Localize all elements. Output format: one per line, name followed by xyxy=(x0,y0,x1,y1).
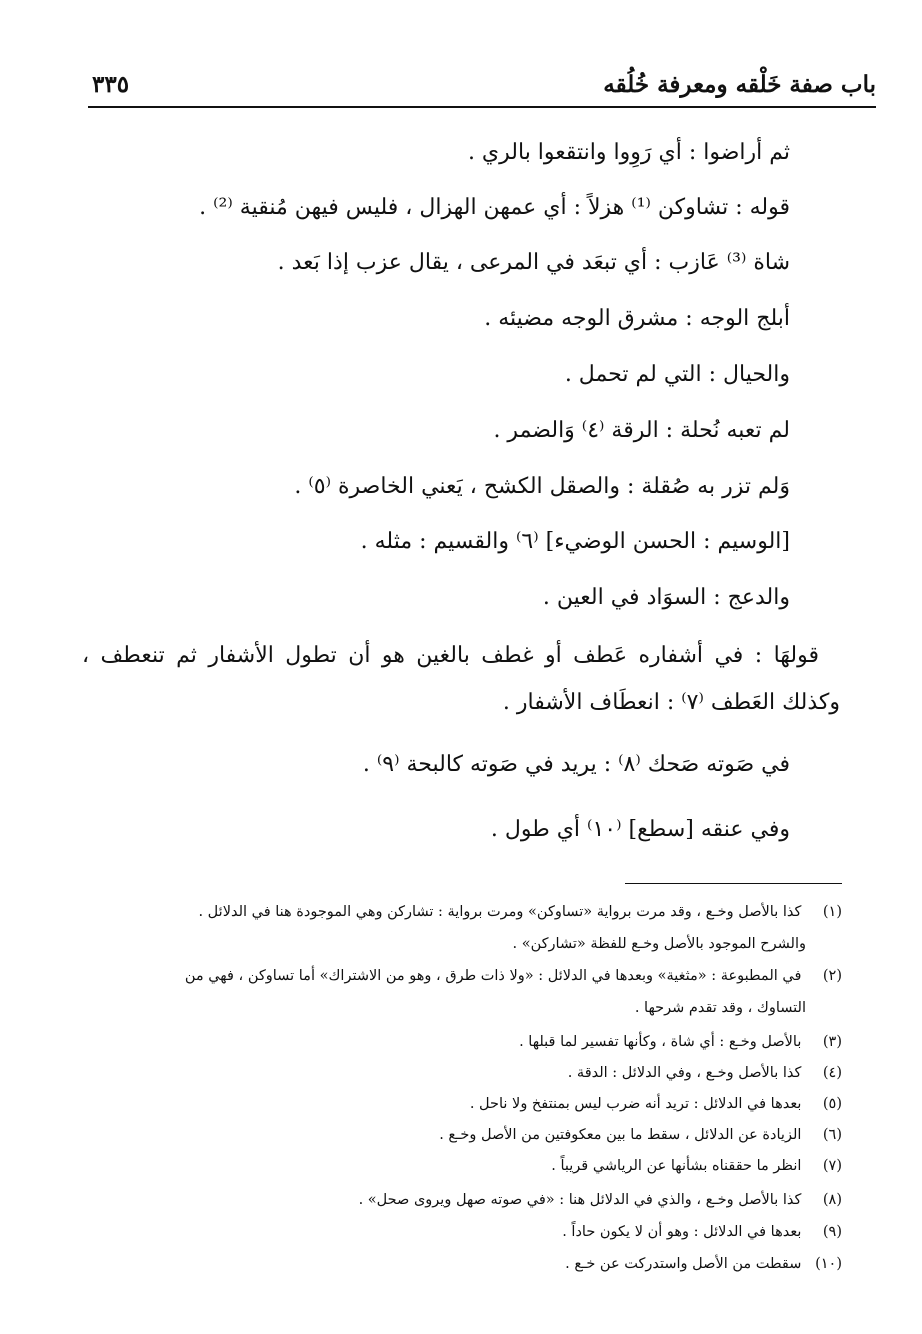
page-header xyxy=(92,62,876,106)
footnote-number: (٤) xyxy=(822,1065,842,1081)
footnote-separator xyxy=(625,883,842,884)
body-line: في صَوته صَحك ⁽٨⁾ : يريد في صَوته كالبحة ⁽٩⁾ . xyxy=(362,752,790,777)
footnote-text: بعدها في الدلائل : تريد أنه ضرب ليس بمنتفخ ولا ناحل . xyxy=(469,1096,802,1112)
footnote-text: كذا بالأصل وخـع ، وقد مرت برواية «تساوكن» ومرت برواية : تشاركن وهي الموجودة هنا في الدلائل . xyxy=(198,904,802,920)
footnote xyxy=(80,1096,842,1113)
body-line: لم تعبه نُحلة : الرقة ⁽٤⁾ وَالضمر . xyxy=(493,418,790,443)
footnote xyxy=(80,904,842,921)
footnote-number: (٥) xyxy=(822,1096,842,1112)
footnote-continuation: والشرح الموجود بالأصل وخـع للفظة «تشاركن» . xyxy=(512,936,806,952)
body-line: وكذلك العَطف ⁽٧⁾ : انعطَاف الأشفار . xyxy=(502,690,840,715)
footnote-text: انظر ما حققناه بشأنها عن الرياشي قريباً . xyxy=(551,1158,802,1174)
body-line: والدعج : السوَاد في العين . xyxy=(542,585,790,610)
footnote-text: كذا بالأصل وخـع ، والذي في الدلائل هنا : «في صوته صهل ويروى صحل» . xyxy=(358,1192,802,1208)
body-line: وفي عنقه [سطع] ⁽١٠⁾ أي طول . xyxy=(490,817,790,842)
footnote-text: كذا بالأصل وخـع ، وفي الدلائل : الدقة . xyxy=(567,1065,802,1081)
body-line: قولهَا : في أشفاره عَطف أو غطف بالغين هو أن تطول الأشفار ثم تنعطف ، xyxy=(82,643,819,668)
footnote-number: (١٠) xyxy=(815,1256,842,1272)
footnote-number: (٢) xyxy=(822,968,842,984)
body-line: قوله : تشاوكن ⁽¹⁾ هزلاً : أي عمهن الهزال ، فليس فيهن مُنقية ⁽²⁾ . xyxy=(199,195,790,220)
body-line: شاة ⁽³⁾ عَازب : أي تبعَد في المرعى ، يقال عزب إذا بَعد . xyxy=(277,250,790,275)
footnote-number: (٨) xyxy=(822,1192,842,1208)
footnote xyxy=(80,1158,842,1175)
body-line: ثم أراضوا : أي رَوِوا وانتقعوا بالري . xyxy=(467,140,790,165)
header-rule xyxy=(88,106,876,108)
page-number: ٣٣٥ xyxy=(92,70,130,98)
footnote-text: بعدها في الدلائل : وهو أن لا يكون حاداً . xyxy=(562,1224,802,1240)
footnote-continuation: التساوك ، وقد تقدم شرحها . xyxy=(634,1000,806,1016)
footnote-text: بالأصل وخـع : أي شاة ، وكأنها تفسير لما قبلها . xyxy=(519,1034,802,1050)
body-line: [الوسيم : الحسن الوضيء] ⁽٦⁾ والقسيم : مثله . xyxy=(360,529,790,554)
footnote xyxy=(80,1192,842,1209)
footnote-number: (٧) xyxy=(822,1158,842,1174)
footnote-text: سقطت من الأصل واستدركت عن خـع . xyxy=(565,1256,802,1272)
footnote xyxy=(80,1127,842,1144)
footnote-number: (٩) xyxy=(822,1224,842,1240)
footnote-text: في المطبوعة : «مثغية» وبعدها في الدلائل : «ولا ذات طرق ، وهو من الاشتراك» أما تساوكن ، فهي من xyxy=(184,968,802,984)
footnote-number: (٣) xyxy=(822,1034,842,1050)
body-line: والحيال : التي لم تحمل . xyxy=(564,362,790,387)
footnote xyxy=(80,1256,842,1273)
running-title: باب صفة خَلْقه ومعرفة خُلُقه xyxy=(603,70,876,98)
footnote-text: الزيادة عن الدلائل ، سقط ما بين معكوفتين من الأصل وخـع . xyxy=(439,1127,802,1143)
footnote xyxy=(80,1224,842,1241)
body-line: وَلم تزر به صُقلة : والصقل الكشح ، يَعني الخاصرة ⁽٥⁾ . xyxy=(294,474,790,499)
footnote-number: (٦) xyxy=(822,1127,842,1143)
footnote xyxy=(80,968,842,985)
body-line: أبلج الوجه : مشرق الوجه مضيئه . xyxy=(484,306,790,331)
footnote xyxy=(80,1034,842,1051)
footnote-number: (١) xyxy=(822,904,842,920)
footnote xyxy=(80,1065,842,1082)
